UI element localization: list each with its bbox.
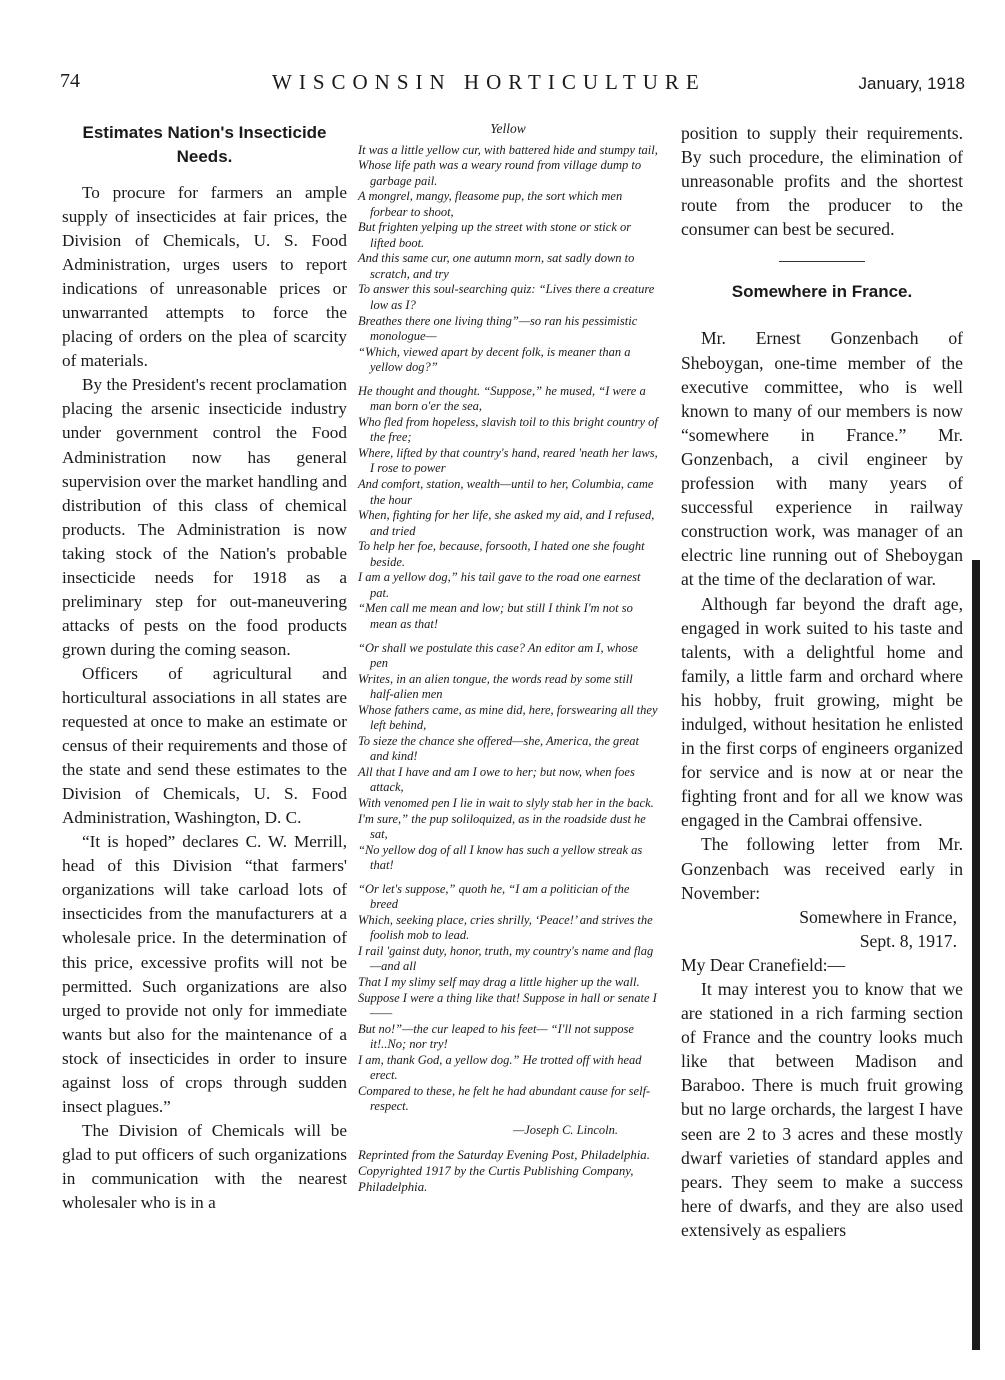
poem-line: Compared to these, he felt he had abundant cause for self-respect.: [358, 1083, 651, 1114]
poem-line: To help her foe, because, forsooth, I hated one she fought beside.: [358, 539, 645, 569]
column-france-article: [681, 121, 963, 1242]
letter-date: Sept. 8, 1917.: [859, 930, 957, 951]
section-divider: [779, 261, 865, 262]
continued-paragraph: position to supply their requirements. By such procedure, the elimination of unreasonable profits and the shortest route from the producer to the consumer can best be secured.: [681, 123, 963, 240]
poem-body: [358, 143, 658, 1115]
poem-line: All that I have and am I owe to her; but now, when foes attack,: [358, 764, 635, 795]
reprint-credit: Reprinted from the Saturday Evening Post, Philadelphia. Copyrighted 1917 by the Curtis Publishing Company, Philadelphia.: [358, 1148, 650, 1194]
poem-stanza: [358, 143, 658, 376]
issue-date: January, 1918: [858, 74, 965, 93]
poem-signature: —Joseph C. Lincoln.: [513, 1122, 618, 1137]
poem-line: And comfort, station, wealth—until to her, Columbia, came the hour: [358, 477, 654, 507]
poem-line: And this same cur, one autumn morn, sat sadly down to scratch, and try: [358, 251, 635, 281]
article-title: Estimates Nation's Insecticide Needs.: [82, 123, 327, 166]
letter-salutation: My Dear Cranefield:—: [681, 954, 846, 975]
poem-line: Writes, in an alien tongue, the words read by some still half-alien men: [358, 671, 633, 702]
article-title: Somewhere in France.: [731, 282, 913, 302]
poem-line: “No yellow dog of all I know has such a yellow streak as that!: [358, 842, 643, 873]
article-paragraph: “It is hoped” declares C. W. Merrill, head of this Division “that farmers' organizations will take carload lots of insecticides from the manufacturers at a wholesale price. In the determination of this price, excessive profits will not be permitted. Such organizations are also urged to provide not only for immediate wants but also for the maintenance of a stock of insecticides in order to insure against loss of crops through sudden insect plagues.”: [62, 832, 347, 1116]
poem-line: “Men call me mean and low; but still I think I'm not so mean as that!: [358, 601, 633, 631]
poem-line: To sieze the chance she offered—she, America, the great and kind!: [358, 733, 639, 764]
poem-line: Breathes there one living thing”—so ran his pessimistic monologue—: [358, 313, 638, 344]
poem-line: It was a little yellow cur, with battered hide and stumpy tail,: [358, 142, 658, 157]
letter-place: Somewhere in France,: [799, 906, 957, 927]
journal-title: WISCONSIN HORTICULTURE: [272, 70, 706, 94]
page-edge-bar: [972, 560, 980, 1350]
poem-line: I am, thank God, a yellow dog.” He trotted off with head erect.: [358, 1052, 642, 1083]
poem-stanza: [358, 882, 658, 1115]
poem-stanza: [358, 384, 658, 633]
poem-line: I am a yellow dog,” his tail gave to the road one earnest pat.: [358, 570, 641, 600]
poem-line: He thought and thought. “Suppose,” he mused, “I were a man born o'er the sea,: [358, 383, 646, 414]
poem-line: I'm sure,” the pup soliloquized, as in the roadside dust he sat,: [358, 811, 646, 842]
poem-line: With venomed pen I lie in wait to slyly stab her in the back.: [358, 795, 654, 810]
poem-line: “Or let's suppose,” quoth he, “I am a politician of the breed: [358, 881, 630, 912]
column-poem: [358, 121, 658, 1195]
letter-heading: [681, 905, 963, 953]
poem-line: But no!”—the cur leaped to his feet— “I'll not suppose it!..No; nor try!: [358, 1021, 634, 1052]
article-paragraph: Although far beyond the draft age, engaged in work suited to his taste and talents, with a delightful home and family, a little farm and orchard where his hobby, fruit growing, might be indulged, without hesitation he enlisted in the first corps of engineers organized for service and is now at or near the fighting front and for all we know was engaged in the Cambrai offensive.: [681, 593, 963, 831]
poem-title: Yellow: [490, 121, 526, 136]
article-paragraph: By the President's recent proclamation placing the arsenic insecticide industry under government control the Food Administration now has general supervision over the market handling and distribution of this class of chemical products. The Administration is now taking stock of the Nation's probable insecticide needs for 1918 as a preliminary step for out-maneuvering attacks of pests on the food products grown during the coming season.: [62, 375, 347, 659]
article-paragraph: The Division of Chemicals will be glad to put officers of such organizations in communication with the nearest wholesaler who is in a: [62, 1120, 347, 1212]
article-paragraph: Mr. Ernest Gonzenbach of Sheboygan, one-time member of the executive committee, who is well known to many of our members is now “somewhere in France.” Mr. Gonzenbach, a civil engineer by profession with many years of successful experience in railway construction work, was manager of an electric line running out of Sheboygan at the time of the declaration of war.: [681, 328, 963, 590]
column-insecticide-article: [62, 121, 347, 1215]
poem-line: “Or shall we postulate this case? An editor am I, whose pen: [358, 640, 638, 671]
poem-line: “Which, viewed apart by decent folk, is meaner than a yellow dog?”: [358, 344, 631, 375]
poem-line: That I my slimy self may drag a little higher up the wall.: [358, 974, 640, 989]
letter-paragraph: It may interest you to know that we are stationed in a rich farming section of France and the country looks much like that between Madison and Baraboo. There is much fruit growing but no large orchards, the largest I have seen are 2 to 3 acres and these mostly dwarf varieties of standard apples and pears. They seem to make a success here of dwarfs, and they are also used extensively as espaliers: [681, 979, 963, 1240]
poem-line: Which, seeking place, cries shrilly, ‘Peace!’ and strives the foolish mob to lead.: [358, 912, 653, 943]
poem-line: When, fighting for her life, she asked my aid, and I refused, and tried: [358, 508, 655, 538]
article-paragraph: To procure for farmers an ample supply of insecticides at fair prices, the Division of Chemicals, U. S. Food Administration, urges users to report indications of unreasonable prices or unwarranted attempts to force the placing of orders on the plea of scarcity of materials.: [62, 183, 347, 371]
poem-line: Whose fathers came, as mine did, here, forswearing all they left behind,: [358, 702, 658, 733]
poem-line: To answer this soul-searching quiz: “Lives there a creature low as I?: [358, 282, 655, 313]
poem-line: A mongrel, mangy, fleasome pup, the sort which men forbear to shoot,: [358, 189, 623, 219]
page-number: 74: [60, 70, 80, 92]
page-header: [60, 70, 965, 104]
poem-line: Suppose I were a thing like that! Suppose in hall or senate I——: [358, 990, 657, 1021]
poem-line: Where, lifted by that country's hand, reared 'neath her laws, I rose to power: [358, 445, 658, 476]
article-paragraph: The following letter from Mr. Gonzenbach was received early in November:: [681, 834, 963, 903]
poem-line: Whose life path was a weary round from village dump to garbage pail.: [358, 158, 642, 188]
poem-line: But frighten yelping up the street with stone or stick or lifted boot.: [358, 220, 632, 250]
poem-line: Who fled from hopeless, slavish toil to this bright country of the free;: [358, 414, 658, 445]
article-paragraph: Officers of agricultural and horticultural associations in all states are requested at once to make an estimate or census of their requirements and those of the state and send these estimates to the Division of Chemicals, U. S. Food Administration, Washington, D. C.: [62, 663, 347, 828]
poem-stanza: [358, 641, 658, 874]
poem-line: I rail 'gainst duty, honor, truth, my country's name and flag—and all: [358, 943, 654, 974]
